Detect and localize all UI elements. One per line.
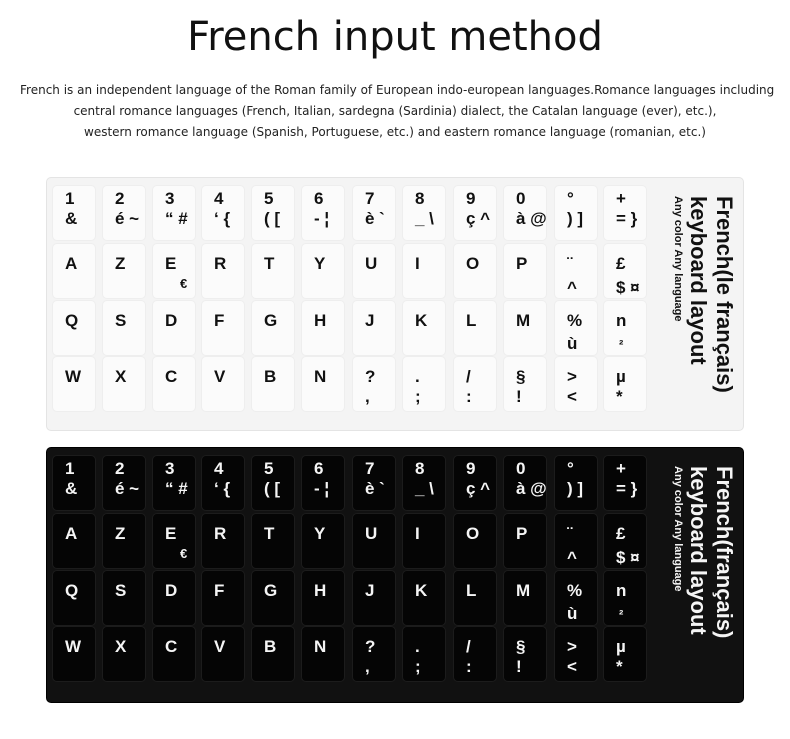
key-sticker <box>402 243 446 299</box>
key-secondary-label: ( [ <box>264 479 281 498</box>
key-primary-label: S <box>115 581 127 600</box>
key-secondary-label: ç ^ <box>466 479 491 498</box>
key-primary-label: U <box>365 524 378 543</box>
key-primary-label: 5 <box>264 459 274 478</box>
key-primary-label: X <box>115 637 127 656</box>
key-sticker <box>453 626 497 682</box>
key-primary-label: O <box>466 524 480 543</box>
key-primary-label: I <box>415 524 420 543</box>
key-secondary-label: _ \ <box>415 209 434 228</box>
key-primary-label: S <box>115 311 127 330</box>
key-secondary-label: , <box>365 657 370 676</box>
key-primary-label: 4 <box>214 459 224 478</box>
key-primary-label: Z <box>115 254 126 273</box>
key-primary-label: C <box>165 367 178 386</box>
key-primary-label: P <box>516 254 528 273</box>
key-secondary-label: _ \ <box>415 479 434 498</box>
key-sticker <box>402 356 446 412</box>
key-primary-label: K <box>415 311 428 330</box>
key-primary-label: D <box>165 581 178 600</box>
key-primary-label: J <box>365 581 375 600</box>
key-primary-label: ? <box>365 367 376 386</box>
key-primary-label: L <box>466 311 477 330</box>
key-primary-label: 6 <box>314 459 324 478</box>
key-primary-label: . <box>415 637 420 656</box>
key-primary-label: § <box>516 367 526 386</box>
key-primary-label: K <box>415 581 428 600</box>
key-secondary-label: ) ] <box>567 479 584 498</box>
key-primary-label: n <box>616 311 627 330</box>
brand-title-line2: keyboard layout <box>686 196 711 365</box>
description-line: western romance language (Spanish, Portuguese, etc.) and eastern romance language (romanian, etc.) <box>84 125 706 139</box>
key-secondary-label: ² <box>619 337 624 352</box>
brand-title: French(français) <box>712 466 737 639</box>
key-secondary-label: é ~ <box>115 209 140 228</box>
key-secondary-label: : <box>466 387 472 406</box>
key-primary-label: 4 <box>214 189 224 208</box>
key-secondary-label: à @ <box>516 479 547 498</box>
key-primary-label: § <box>516 637 526 656</box>
key-primary-label: I <box>415 254 420 273</box>
key-secondary-label: ! <box>516 657 522 676</box>
key-secondary-label: é ~ <box>115 479 140 498</box>
key-secondary-label: ù <box>567 604 578 623</box>
key-secondary-label: “ # <box>165 209 188 228</box>
key-primary-label: N <box>314 367 327 386</box>
brand-label <box>661 196 737 446</box>
key-primary-label: V <box>214 637 226 656</box>
key-primary-label: F <box>214 581 225 600</box>
key-primary-label: O <box>466 254 480 273</box>
key-sticker <box>453 356 497 412</box>
key-primary-label: F <box>214 311 225 330</box>
key-secondary-label: - ¦ <box>314 209 330 228</box>
key-secondary-label: è ` <box>365 209 385 228</box>
key-secondary-label: $ ¤ <box>616 548 640 567</box>
key-primary-label: X <box>115 367 127 386</box>
key-secondary-label: “ # <box>165 479 188 498</box>
key-secondary-label: ! <box>516 387 522 406</box>
black-keyboard-sticker-sheet <box>46 447 744 703</box>
key-primary-label: A <box>65 254 78 273</box>
key-primary-label: . <box>415 367 420 386</box>
key-primary-label: + <box>616 459 626 478</box>
key-secondary-label: , <box>365 387 370 406</box>
key-primary-label: 8 <box>415 189 425 208</box>
brand-subtitle: Any color Any language <box>672 466 684 592</box>
brand-label <box>661 466 737 716</box>
key-primary-label: M <box>516 581 531 600</box>
key-primary-label: 7 <box>365 459 375 478</box>
key-primary-label: % <box>567 311 583 330</box>
key-primary-label: £ <box>616 254 626 273</box>
key-primary-label: Q <box>65 581 79 600</box>
key-primary-label: W <box>65 367 82 386</box>
key-primary-label: G <box>264 311 278 330</box>
key-primary-label: µ <box>616 367 626 386</box>
key-secondary-label: à @ <box>516 209 547 228</box>
key-secondary-label: ‘ { <box>214 479 231 498</box>
key-primary-label: ° <box>567 459 574 478</box>
key-primary-label: 9 <box>466 459 476 478</box>
key-primary-label: 5 <box>264 189 274 208</box>
key-primary-label: 0 <box>516 189 526 208</box>
key-primary-label: B <box>264 637 277 656</box>
key-secondary-label: è ` <box>365 479 385 498</box>
key-primary-label: µ <box>616 637 626 656</box>
key-primary-label: 6 <box>314 189 324 208</box>
key-sticker <box>402 626 446 682</box>
key-primary-label: > <box>567 637 577 656</box>
key-primary-label: / <box>466 367 471 386</box>
key-primary-label: M <box>516 311 531 330</box>
key-primary-label: G <box>264 581 278 600</box>
key-primary-label: H <box>314 311 327 330</box>
key-primary-label: £ <box>616 524 626 543</box>
key-primary-label: T <box>264 524 275 543</box>
key-primary-label: 3 <box>165 459 175 478</box>
key-primary-label: N <box>314 637 327 656</box>
key-primary-label: / <box>466 637 471 656</box>
key-primary-label: P <box>516 524 528 543</box>
key-primary-label: 8 <box>415 459 425 478</box>
key-secondary-label: ) ] <box>567 209 584 228</box>
key-primary-label: E <box>165 254 177 273</box>
key-secondary-label: ( [ <box>264 209 281 228</box>
key-primary-label: R <box>214 254 227 273</box>
key-secondary-label: ^ <box>567 278 577 297</box>
key-secondary-label: : <box>466 657 472 676</box>
key-primary-label: H <box>314 581 327 600</box>
key-primary-label: Z <box>115 524 126 543</box>
key-secondary-label: * <box>616 387 623 406</box>
key-secondary-label: ç ^ <box>466 209 491 228</box>
key-primary-label: L <box>466 581 477 600</box>
key-secondary-label: ù <box>567 334 578 353</box>
key-secondary-label: € <box>180 546 188 561</box>
key-primary-label: D <box>165 311 178 330</box>
brand-title: French(le français) <box>712 196 737 393</box>
brand-title-line2: keyboard layout <box>686 466 711 635</box>
key-sticker <box>402 513 446 569</box>
key-primary-label: 3 <box>165 189 175 208</box>
key-primary-label: ¨ <box>567 254 573 273</box>
key-primary-label: W <box>65 637 82 656</box>
key-secondary-label: < <box>567 387 577 406</box>
key-secondary-label: ‘ { <box>214 209 231 228</box>
key-secondary-label: $ ¤ <box>616 278 640 297</box>
key-primary-label: 2 <box>115 189 125 208</box>
key-primary-label: 1 <box>65 459 75 478</box>
key-primary-label: 7 <box>365 189 375 208</box>
key-primary-label: ? <box>365 637 376 656</box>
key-primary-label: B <box>264 367 277 386</box>
key-primary-label: U <box>365 254 378 273</box>
key-secondary-label: < <box>567 657 577 676</box>
key-secondary-label: ^ <box>567 548 577 567</box>
key-primary-label: 0 <box>516 459 526 478</box>
key-secondary-label: € <box>180 276 188 291</box>
key-primary-label: > <box>567 367 577 386</box>
key-primary-label: C <box>165 637 178 656</box>
key-primary-label: ¨ <box>567 524 573 543</box>
key-primary-label: V <box>214 367 226 386</box>
key-primary-label: R <box>214 524 227 543</box>
key-secondary-label: * <box>616 657 623 676</box>
key-primary-label: J <box>365 311 375 330</box>
description-line: central romance languages (French, Italian, sardegna (Sardinia) dialect, the Catalan language (ever), etc.), <box>73 104 717 118</box>
key-secondary-label: ; <box>415 387 421 406</box>
page-title: French input method <box>187 14 603 60</box>
key-secondary-label: ; <box>415 657 421 676</box>
key-primary-label: A <box>65 524 78 543</box>
brand-subtitle: Any color Any language <box>672 196 684 322</box>
key-primary-label: T <box>264 254 275 273</box>
key-secondary-label: & <box>65 209 78 228</box>
key-secondary-label: - ¦ <box>314 479 330 498</box>
key-secondary-label: = } <box>616 479 638 498</box>
key-primary-label: 9 <box>466 189 476 208</box>
key-secondary-label: = } <box>616 209 638 228</box>
key-primary-label: 2 <box>115 459 125 478</box>
white-keyboard-sticker-sheet <box>46 177 744 431</box>
description <box>20 80 775 143</box>
description-line: French is an independent language of the Roman family of European indo-european languages.Romance languages including <box>20 83 775 97</box>
key-primary-label: 1 <box>65 189 75 208</box>
key-primary-label: n <box>616 581 627 600</box>
key-primary-label: Q <box>65 311 79 330</box>
key-primary-label: % <box>567 581 583 600</box>
key-primary-label: E <box>165 524 177 543</box>
key-secondary-label: ² <box>619 607 624 622</box>
key-primary-label: Y <box>314 254 326 273</box>
key-secondary-label: & <box>65 479 78 498</box>
key-primary-label: ° <box>567 189 574 208</box>
key-primary-label: + <box>616 189 626 208</box>
key-primary-label: Y <box>314 524 326 543</box>
